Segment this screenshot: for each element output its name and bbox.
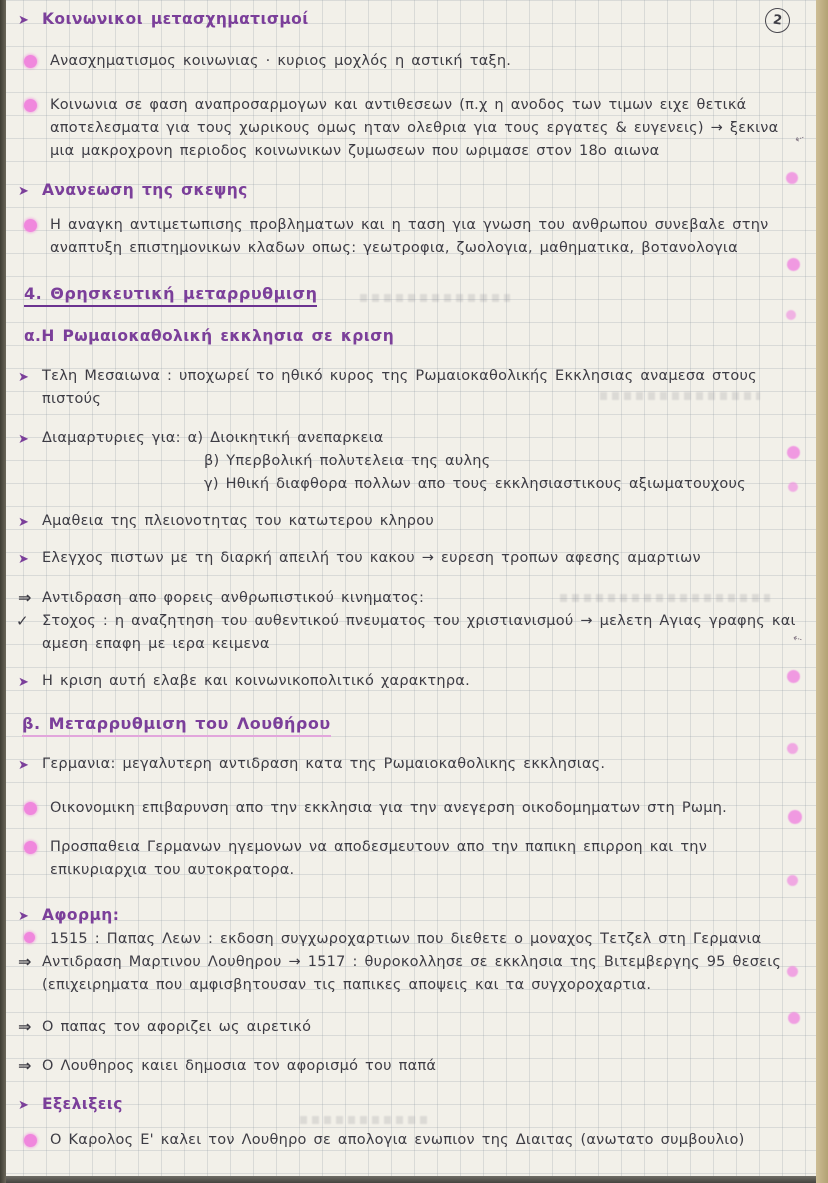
note-text: γ) Ηθική διαφθορα πολλων απο τους εκκλησιαστικους αξιωματουχους (204, 476, 746, 492)
heading-renewal-of-thought (18, 179, 800, 203)
arrow-bullet-icon: ➤ (18, 184, 30, 199)
note-line (18, 94, 800, 163)
dot-icon (24, 219, 37, 232)
note-line (18, 50, 800, 73)
note-text: Κοινωνια σε φαση αναπροσαρμογων και αντιθεσεων (π.χ η ανοδος των τιμων ειχε θετικά αποτελεσματα για τους χωρικους ομως ηταν ολεθρια για τους εργατες & ευγενεις) → ξεκινα μια μακροχρονη περιοδος κοινωνικων ζυμωσεων που ωριμασε στον 18ο αιωνα (50, 97, 779, 159)
arrow-bullet-icon: ➤ (18, 370, 30, 385)
heading-text: Αφορμη: (42, 906, 120, 924)
heading-social-transformations (18, 8, 800, 32)
dot-icon (24, 841, 37, 854)
heading-text: Κοινωνικοι μετασχηματισμοί (42, 10, 309, 28)
arrow-bullet-icon: ➤ (18, 515, 30, 530)
note-line (18, 1055, 800, 1078)
note-line (18, 1129, 800, 1152)
note-line (18, 951, 800, 997)
note-line (18, 427, 800, 450)
heading-text: Εξελιξεις (42, 1095, 123, 1113)
arrow-bullet-icon: ➤ (18, 909, 30, 924)
note-line (18, 610, 800, 656)
dot-icon (24, 802, 37, 815)
note-text: β) Υπερβολική πολυτελεια της αυλης (204, 453, 491, 469)
section-heading-luther-reformation (22, 712, 800, 737)
note-subline (204, 473, 800, 496)
note-text: Διαμαρτυριες για: α) Διοικητική ανεπαρκεια (42, 430, 384, 446)
note-text: 1515 : Παπας Λεων : εκδοση συγχωροχαρτιων που διεθετε ο μοναχος Τετζελ στη Γερμανια (50, 931, 762, 947)
note-text: Αντιδραση Μαρτινου Λουθηρου → 1517 : θυροκολλησε σε εκκλησια της Βιτεμβεργης 95 θεσεις (επιχειρηματα που αμφισβητουσαν τις παπικες αποψεις και τα συγχοροχαρτια. (42, 954, 782, 993)
arrow-bullet-icon: ➤ (18, 675, 30, 690)
double-arrow-icon: ⇒ (18, 1056, 32, 1075)
arrow-bullet-icon: ➤ (18, 432, 30, 447)
subsection-heading-church-in-crisis (24, 325, 800, 349)
section-title-text: 4. Θρησκευτική μεταρρυθμιση (24, 284, 317, 307)
check-icon: ✓ (16, 612, 29, 630)
note-text: Ο παπας τον αφοριζει ως αιρετικό (42, 1019, 312, 1035)
note-text: Γερμανια: μεγαλυτερη αντιδραση κατα της Ρωμαιοκαθολικης εκκλησιας. (42, 756, 606, 772)
note-text: Ανασχηματισμος κοινωνιας · κυριος μοχλός η αστική ταξη. (50, 53, 512, 69)
margin-scribble: ⇠ (791, 631, 804, 646)
note-text: Αμαθεια της πλειονοτητας του κατωτερου κληρου (42, 513, 434, 529)
note-line (18, 214, 800, 260)
note-line (18, 1016, 800, 1039)
arrow-bullet-icon: ➤ (18, 552, 30, 567)
note-line (18, 797, 800, 820)
dot-icon (24, 99, 37, 112)
section-heading-religious-reformation (24, 282, 800, 307)
photo-edge-bottom (6, 1176, 828, 1183)
margin-scribble: ⇠ (792, 130, 806, 147)
note-text: Στοχος : η αναζητηση του αυθεντικού πνευματος του χριστιανισμού → μελετη Αγιας γραφης και αμεση επαφη με ιερα κειμενα (42, 613, 796, 652)
photo-edge-left (0, 0, 6, 1183)
double-arrow-icon: ⇒ (18, 952, 32, 971)
page-number-badge: 2 (763, 6, 791, 34)
note-line (18, 587, 800, 610)
arrow-bullet-icon: ➤ (18, 1098, 30, 1113)
note-line (18, 547, 800, 570)
note-line (18, 510, 800, 533)
note-text: Ο Λουθηρος καιει δημοσια τον αφορισμό του παπά (42, 1058, 437, 1074)
note-line (18, 928, 800, 951)
heading-text: Ανανεωση της σκεψης (42, 181, 248, 199)
arrow-bullet-icon: ➤ (18, 13, 30, 28)
note-text: Ο Καρολος Ε' καλει τον Λουθηρο σε απολογια ενωπιον της Διαιτας (ανωτατο συμβουλιο) (50, 1132, 745, 1148)
double-arrow-icon: ⇒ (18, 1017, 32, 1036)
note-line (18, 753, 800, 776)
arrow-bullet-icon: ➤ (18, 758, 30, 773)
note-text: Προσπαθεια Γερμανων ηγεμονων να αποδεσμευτουν απο την παπικη επιρροη και την επικυριαρχια του αυτοκρατορα. (50, 839, 708, 878)
heading-developments (18, 1093, 800, 1117)
note-text: Η αναγκη αντιμετωπισης προβληματων και η ταση για γνωση του ανθρωπου συνεβαλε στην αναπτυξη επιστημονικων κλαδων οπως: γεωτροφια, ζωολογια, μαθηματικα, βοτανολογια (50, 217, 769, 256)
note-line (18, 670, 800, 693)
dot-icon (24, 1134, 37, 1147)
double-arrow-icon: ⇒ (18, 588, 32, 607)
note-line (18, 365, 800, 411)
dot-icon (24, 55, 37, 68)
note-text: Ελεγχος πιστων με τη διαρκή απειλή του κακου → ευρεση τροπων αφεσης αμαρτιων (42, 550, 701, 566)
note-text: Τελη Μεσαιωνα : υποχωρεί το ηθικό κυρος της Ρωμαιοκαθολικής Εκκλησιας αναμεσα στους πιστούς (42, 368, 757, 407)
heading-trigger (18, 904, 800, 928)
dot-icon (24, 932, 35, 943)
notes-page (6, 0, 814, 1175)
note-text: Οικονομικη επιβαρυνση απο την εκκλησια για την ανεγερση οικοδομηματων στη Ρωμη. (50, 800, 727, 816)
note-line (18, 836, 800, 882)
page-edge-right (816, 0, 828, 1183)
note-text: Αντιδραση απο φορεις ανθρωπιστικού κινηματος: (42, 590, 425, 606)
section-title-text: β. Μεταρρυθμιση του Λουθήρου (22, 714, 331, 737)
note-subline (204, 450, 800, 473)
subsection-title-text: α.Η Ρωμαιοκαθολική εκκλησια σε κριση (24, 327, 395, 345)
note-text: Η κριση αυτή ελαβε και κοινωνικοπολιτικό χαρακτηρα. (42, 673, 470, 689)
